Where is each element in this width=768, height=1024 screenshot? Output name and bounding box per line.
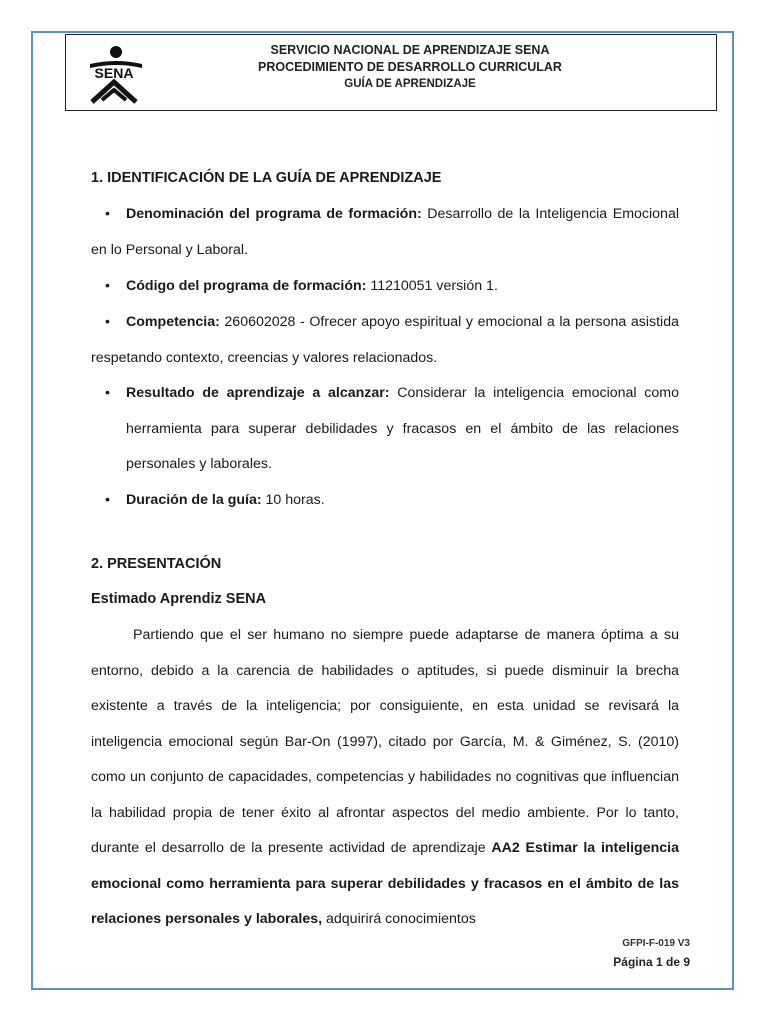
header-line-3: GUÍA DE APRENDIZAJE bbox=[344, 78, 476, 90]
bullet-text: Desarrollo de la Inteligencia Emocional en lo Personal y Laboral. bbox=[91, 206, 679, 258]
bullet-item bbox=[91, 483, 679, 519]
sena-logo bbox=[78, 44, 150, 104]
form-code: GFPI-F-019 V3 bbox=[622, 938, 690, 949]
logo-text: SENA bbox=[94, 65, 134, 81]
bullet-text: Considerar la inteligencia emocional como herramienta para superar debilidades y fracasos en el ámbito de las relaciones personales y laborales. bbox=[126, 385, 679, 472]
paragraph-end-text: adquirirá conocimientos bbox=[322, 911, 476, 927]
bullet-item bbox=[91, 197, 679, 268]
bullet-label: Resultado de aprendizaje a alcanzar: bbox=[126, 385, 390, 401]
bullet-icon: • bbox=[105, 206, 110, 222]
paragraph-text: Partiendo que el ser humano no siempre puede adaptarse de manera óptima a su entorno, debido a la carencia de habilidades o aptitudes, si puede disminuir la brecha existente a través de la inteligencia; por consiguiente, en esta unidad se revisará la inteligencia emocional según Bar-On (1997), citado por García, M. & Giménez, S. (2010) como un conjunto de capacidades, competencias y habilidades no cognitivas que influencian la habilidad propia de tener éxito al afrontar aspectos del medio ambiente. Por lo tanto, durante el desarrollo de la presente actividad de aprendizaje bbox=[91, 627, 679, 856]
bullet-text: 260602028 - Ofrecer apoyo espiritual y emocional a la persona asistida respetando contexto, creencias y valores relacionados. bbox=[91, 314, 679, 366]
bullet-label: Competencia: bbox=[126, 314, 220, 330]
bullet-icon: • bbox=[105, 278, 110, 294]
bullet-label: Código del programa de formación: bbox=[126, 278, 367, 294]
page-number: Página 1 de 9 bbox=[613, 955, 690, 969]
greeting: Estimado Aprendiz SENA bbox=[91, 591, 267, 607]
bullet-item bbox=[91, 269, 679, 305]
bullet-text: 11210051 versión 1. bbox=[366, 278, 498, 294]
section1-title: 1. IDENTIFICACIÓN DE LA GUÍA DE APRENDIZAJE bbox=[91, 170, 442, 186]
section2-title: 2. PRESENTACIÓN bbox=[91, 556, 222, 572]
bullet-icon: • bbox=[105, 385, 110, 401]
bullet-item bbox=[91, 376, 679, 483]
bullet-label: Denominación del programa de formación: bbox=[126, 206, 422, 222]
paragraph-bold-text: AA2 Estimar la inteligencia emocional como herramienta para superar debilidades y fracasos en el ámbito de las relaciones personales y laborales, bbox=[91, 840, 679, 927]
presentation-paragraph bbox=[91, 618, 679, 938]
header-line-1: SERVICIO NACIONAL DE APRENDIZAJE SENA bbox=[270, 43, 550, 57]
bullet-icon: • bbox=[105, 314, 110, 330]
bullet-icon: • bbox=[105, 492, 110, 508]
bullet-item bbox=[91, 305, 679, 376]
bullet-label: Duración de la guía: bbox=[126, 492, 262, 508]
header-titles bbox=[160, 42, 660, 93]
header-line-2: PROCEDIMIENTO DE DESARROLLO CURRICULAR bbox=[258, 60, 562, 74]
bullet-text: 10 horas. bbox=[261, 492, 325, 508]
